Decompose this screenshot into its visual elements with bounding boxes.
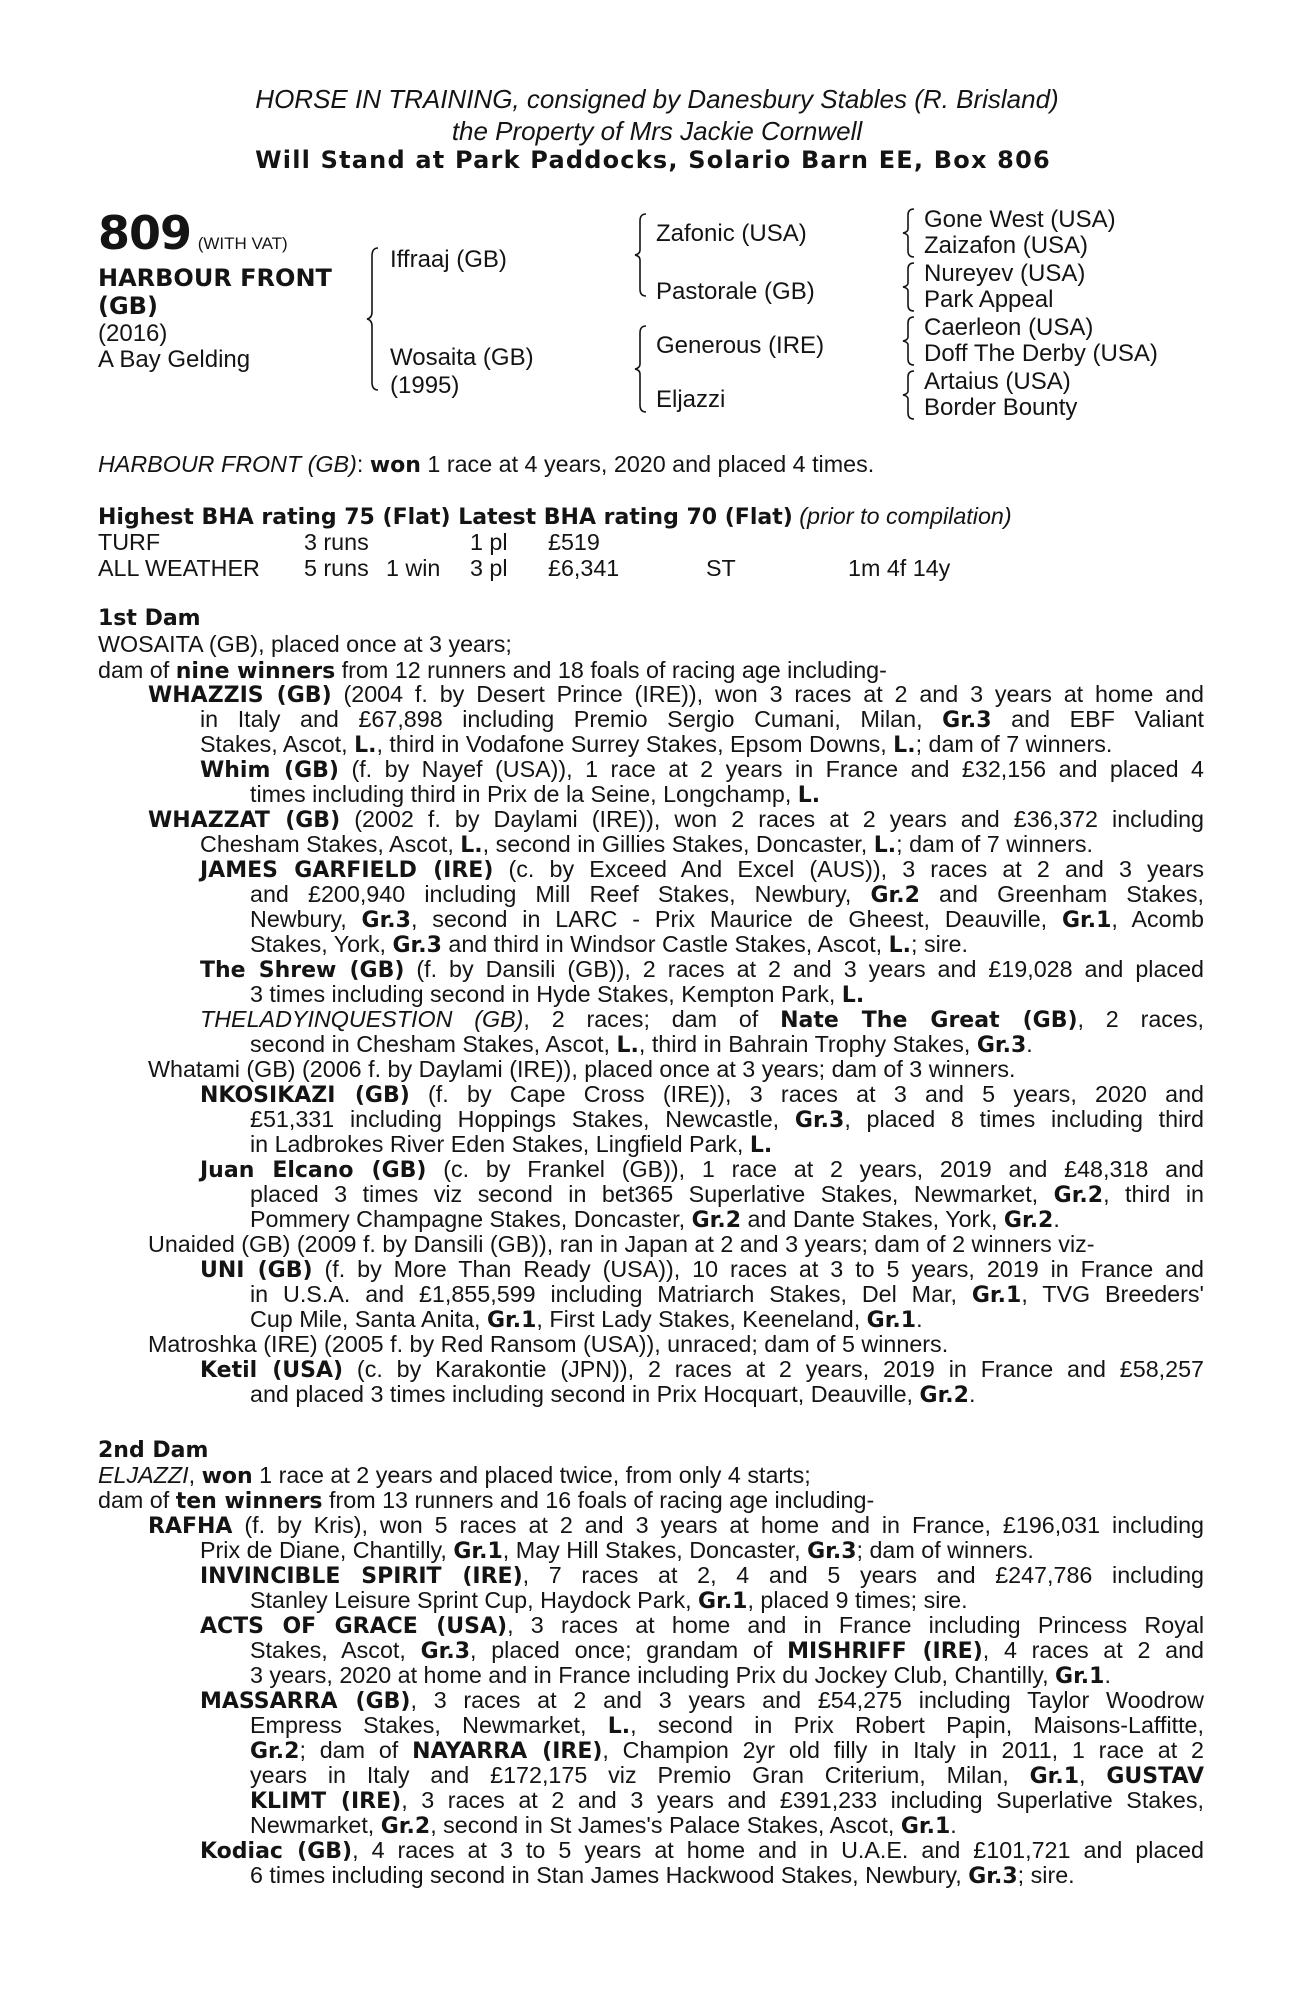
horse-country: (GB) [98, 292, 158, 320]
horse-description: A Bay Gelding [98, 346, 251, 373]
brace-g3 [900, 315, 916, 367]
gp-doff-the-derby: Doff The Derby (USA) [924, 340, 1158, 367]
catalogue-page: HORSE IN TRAINING, consigned by Danesbury Stables (R. Brisland) the Property of Mrs Jackie Cornwell Will Stand at Park Paddocks, Solario Barn EE, Box 806 809 (WITH VAT) HARBOUR FRONT (GB) (2016) A Bay Gelding Iffraaj (GB) Wosaita (GB) (1995) Zafonic (USA) Pastorale (GB) Generous (IRE) Eljazzi Gone West (USA) Zaizafon (USA) Nureyev (USA) Park Appeal Caerleon (USA) Doff The Derby (USA) Artaius (USA) Border Bounty HARBOUR FRONT (GB): won 1 race at 4 years, 2020 and placed 4 times. Highest BHA rating 75 (Flat) Latest BHA rating 70 (Flat) (prior to compilation) TURF 3 runs 1 pl £519 ALL WEATHER 5 runs 1 win 3 pl £6,341 ST 1m 4f 14y 1st Dam WOSAITA (GB), placed once at 3 years; dam of nine winners from 12 runners and 18 foals of racing age including- WHAZZIS (GB) (2004 f. by Desert Prince (IRE)), won 3 races at 2 and 3 years at home and in Italy and £67,898 including Premio Sergio Cumani, Milan, Gr.3 and EBF Valiant Stakes, Ascot, L., third in Vodafone Surrey Stakes, Epsom Downs, L.; dam of 7 winners. Whim (GB) (f. by Nayef (USA)), 1 race at 2 years in France and £32,156 and placed 4 times including third in Prix de la Seine, Longchamp, L. WHAZZAT (GB) (2002 f. by Daylami (IRE)), won 2 races at 2 years and £36,372 including Chesham Stakes, Ascot, L., second in Gillies Stakes, Doncaster, L.; dam of 7 winners. JAMES GARFIELD (IRE) (c. by Exceed And Excel (AUS)), 3 races at 2 and 3 years and £200,940 including Mill Reef Stakes, Newbury, Gr.2 and Greenham Stakes, Newbury, Gr.3, second in LARC - Prix Maurice de Gheest, Deauville, Gr.1, Acomb Stakes, York, Gr.3 and third in Windsor Castle Stakes, Ascot, L.; sire. The Shrew (GB) (f. by Dansili (GB)), 2 races at 2 and 3 years and £19,028 and placed 3 times including second in Hyde Stakes, Kempton Park, L. THELADYINQUESTION (GB), 2 races; dam of Nate The Great (GB), 2 races, second in Chesham Stakes, Ascot, L., third in Bahrain Trophy Stakes, Gr.3. Whatami (GB) (2006 f. by Daylami (IRE)), placed once at 3 years; dam of 3 winners. NKOSIKAZI (GB) (f. by Cape Cross (IRE)), 3 races at 3 and 5 years, 2020 and £51,331 including Hoppings Stakes, Newcastle, Gr.3, placed 8 times including third in Ladbrokes River Eden Stakes, Lingfield Park, L. Juan Elcano (GB) (c. by Frankel (GB)), 1 race at 2 years, 2019 and £48,318 and placed 3 times viz second in bet365 Superlative Stakes, Newmarket, Gr.2, third in Pommery Champagne Stakes, Doncaster, Gr.2 and Dante Stakes, York, Gr.2. Unaided (GB) (2009 f. by Dansili (GB)), ran in Japan at 2 and 3 years; dam of 2 winners viz- UNI (GB) (f. by More Than Ready (USA)), 10 races at 3 to 5 years, 2019 in France and in U.S.A. and £1,855,599 including Matriarch Stakes, Del Mar, Gr.1, TVG Breeders' Cup Mile, Santa Anita, Gr.1, First Lady Stakes, Keeneland, Gr.1. Matroshka (IRE) (2005 f. by Red Ransom (USA)), unraced; dam of 5 winners. Ketil (USA) (c. by Karakontie (JPN)), 2 races at 2 years, 2019 in France and £58,257 and placed 3 times including second in Prix Hocquart, Deauville, Gr.2. 2nd Dam ELJAZZI, won 1 race at 2 years and placed twice, from only 4 starts; dam of ten winners from 13 runners and 16 foals of racing age including- RAFHA (f. by Kris), won 5 races at 2 and 3 years at home and in France, £196,031 including Prix de Diane, Chantilly, Gr.1, May Hill Stakes, Doncaster, Gr.3; dam of winners. INVINCIBLE SPIRIT (IRE), 7 races at 2, 4 and 5 years and £247,786 including Stanley Leisure Sprint Cup, Haydock Park, Gr.1, placed 9 times; sire. ACTS OF GRACE (USA), 3 races at home and in France including Princess Royal Stakes, Ascot, Gr.3, placed once; grandam of MISHRIFF (IRE), 4 races at 2 and 3 years, 2020 at home and in France including Prix du Jockey Club, Chantilly, Gr.1. MASSARRA (GB), 3 races at 2 and 3 years and £54,275 including Taylor Woodrow Empress Stakes, Newmarket, L., second in Prix Robert Papin, Maisons-Laffitte, Gr.2; dam of NAYARRA (IRE), Champion 2yr old filly in Italy in 2011, 1 race at 2 years in Italy and £172,175 viz Premio Gran Criterium, Milan, Gr.1, GUSTAV KLIMT (IRE), 3 races at 2 and 3 years and £391,233 including Superlative Stakes, Newmarket, Gr.2, second in St James's Palace Stakes, Ascot, Gr.1. Kodiac (GB), 4 races at 3 to 5 years at home and in U.A.E. and £101,721 and placed 6 times including second in Stan James Hackwood Stakes, Newbury, Gr.3; sire. [0, 0, 1314, 2000]
horse-name: HARBOUR FRONT [98, 264, 332, 292]
foaling-year: (2016) [98, 320, 168, 347]
first-dam-line: WOSAITA (GB), placed once at 3 years; [98, 631, 512, 657]
gp-border-bounty: Border Bounty [924, 394, 1078, 421]
race-summary: HARBOUR FRONT (GB): won 1 race at 4 years, 2020 and placed 4 times. [98, 451, 875, 478]
entry-matroshka: Matroshka (IRE) (2005 f. by Red Ransom (USA)), unraced; dam of 5 winners. [148, 1331, 949, 1357]
brace-g1 [900, 207, 916, 259]
gp-zaizafon: Zaizafon (USA) [924, 232, 1089, 259]
second-dam-produce: dam of ten winners from 13 runners and 16 foals of racing age including- [98, 1487, 875, 1514]
consignor-line: HORSE IN TRAINING, consigned by Danesbury Stables (R. Brisland) [255, 84, 1059, 114]
sire-parents-brace [632, 212, 648, 298]
second-dam-line: ELJAZZI, won 1 race at 2 years and placed twice, from only 4 starts; [98, 1462, 811, 1489]
owner-line: the Property of Mrs Jackie Cornwell [451, 116, 863, 146]
gp-artaius: Artaius (USA) [924, 368, 1071, 395]
location-line: Will Stand at Park Paddocks, Solario Barn EE, Box 806 [255, 146, 1051, 174]
dam-year: (1995) [390, 372, 460, 399]
brace-g2 [900, 261, 916, 313]
brace-g4 [900, 369, 916, 421]
dam: Wosaita (GB) [390, 344, 534, 371]
first-dam-heading: 1st Dam [98, 606, 201, 631]
entry-unaided: Unaided (GB) (2009 f. by Dansili (GB)), ran in Japan at 2 and 3 years; dam of 2 winners viz- [148, 1231, 1095, 1257]
sire-dam-brace [364, 246, 380, 392]
gp-park-appeal: Park Appeal [924, 286, 1054, 313]
bha-ratings: Highest BHA rating 75 (Flat) Latest BHA rating 70 (Flat) (prior to compilation) [98, 503, 1012, 530]
second-dam-heading: 2nd Dam [98, 1438, 209, 1463]
sire-dam: Pastorale (GB) [656, 278, 815, 305]
vat-label: (WITH VAT) [197, 234, 288, 253]
dam-parents-brace [632, 324, 648, 414]
dam-dam: Eljazzi [656, 386, 726, 413]
dam-sire: Generous (IRE) [656, 332, 825, 359]
entry-whatami: Whatami (GB) (2006 f. by Daylami (IRE)), placed once at 3 years; dam of 3 winners. [148, 1056, 1016, 1082]
sire: Iffraaj (GB) [390, 246, 507, 273]
sire-sire: Zafonic (USA) [656, 220, 807, 247]
gp-nureyev: Nureyev (USA) [924, 260, 1086, 287]
gp-caerleon: Caerleon (USA) [924, 314, 1094, 341]
first-dam-produce: dam of nine winners from 12 runners and 18 foals of racing age including- [98, 657, 887, 684]
lot-number-block [98, 206, 288, 260]
lot-number: 809 [98, 206, 192, 260]
gp-gone-west: Gone West (USA) [924, 206, 1116, 233]
